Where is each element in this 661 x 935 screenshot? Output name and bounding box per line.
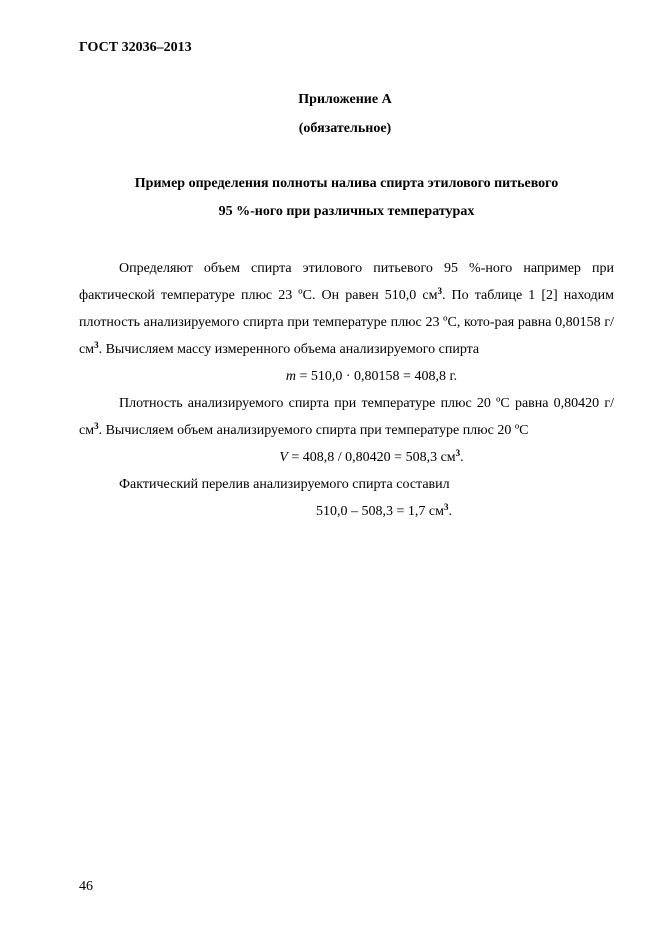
formula-mass-expression: = 510,0 · 0,80158 = 408,8 г. — [296, 369, 458, 384]
section-title-line2: 95 %-ного при различных температурах — [218, 204, 475, 219]
formula-volume-end: . — [460, 450, 464, 465]
superscript-3: 3 — [455, 448, 461, 458]
paragraph-3: Фактический перелив анализируемого спирта составил — [119, 477, 450, 492]
paragraph-2 — [79, 390, 614, 444]
superscript-3: 3 — [94, 340, 99, 350]
annex-title: Приложение А — [298, 92, 392, 107]
paragraph-1-part-b: . По таблице 1 [2] находим плотность анализируемого спирта при температуре плюс 23 ºС, кото-рая равна 0,80158 г/см — [79, 288, 614, 357]
formula-mass-variable: m — [285, 369, 296, 384]
superscript-3: 3 — [443, 502, 449, 512]
paragraph-2-part-b: . Вычисляем объем анализируемого спирта при температуре плюс 20 ºС — [98, 423, 529, 438]
paragraph-1-part-c: . Вычисляем массу измеренного объема анализируемого спирта — [98, 342, 480, 357]
formula-overflow-end: . — [448, 504, 452, 519]
formula-volume-variable: V — [279, 450, 288, 465]
formula-overflow — [79, 498, 614, 525]
superscript-3: 3 — [94, 421, 99, 431]
document-body — [79, 255, 614, 525]
paragraph-1 — [79, 255, 614, 363]
paragraph-1-part-a: Определяют объем спирта этилового питьевого 95 %-ного например при фактической температуре плюс 23 ºС. Он равен 510,0 см — [79, 261, 614, 303]
formula-mass — [79, 363, 614, 390]
section-title-line1: Пример определения полноты налива спирта этилового питьевого — [134, 176, 559, 191]
formula-volume — [79, 444, 614, 471]
standard-header: ГОСТ 32036–2013 — [79, 40, 192, 55]
superscript-3: 3 — [437, 286, 442, 296]
paragraph-2-part-a: Плотность анализируемого спирта при температуре плюс 20 ºС равна 0,80420 г/см — [79, 396, 614, 438]
formula-volume-expression: = 408,8 / 0,80420 = 508,3 см — [287, 450, 456, 465]
page-number: 46 — [79, 879, 93, 894]
formula-overflow-expression: 510,0 – 508,3 = 1,7 см — [316, 504, 444, 519]
annex-status: (обязательное) — [298, 121, 392, 136]
